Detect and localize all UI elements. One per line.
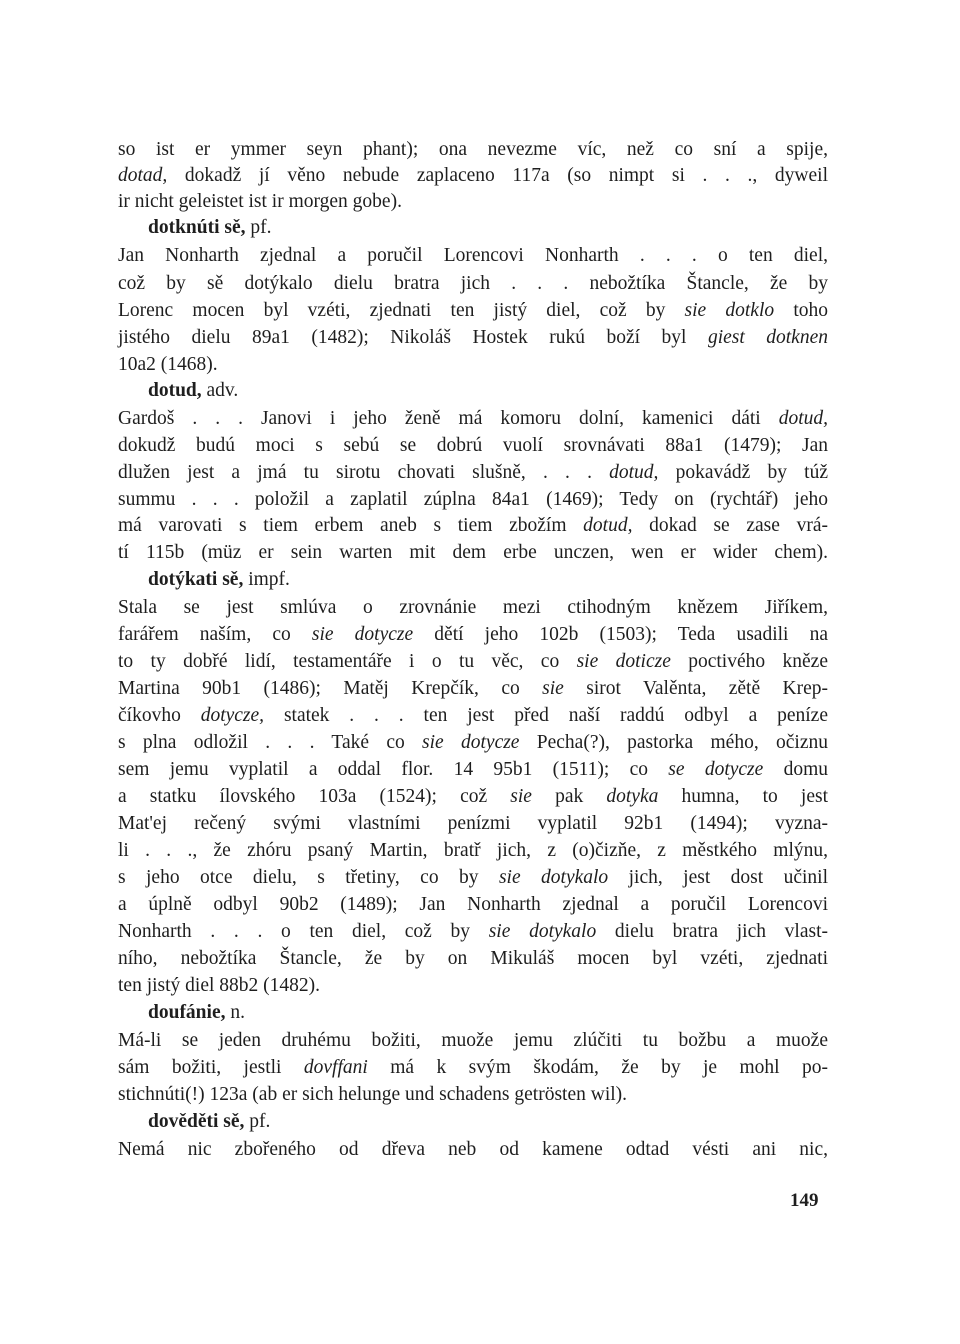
headword: dotud, adv. [148,380,239,401]
text-line: Má-li se jeden druhému božiti, muože jemu zlúčiti tu božbu a muože [118,1030,828,1051]
text-line: ního, nebožtíka Štancle, že by on Mikuláš mocen byl vzéti, zjednati [118,948,828,969]
text-line: Mat'ej rečený svými vlastními penízmi vyplatil 92b1 (1494); vyzna- [118,813,828,834]
text-line: Lorenc mocen byl vzéti, zjednati ten jistý diel, což by sie dotklo toho [118,300,828,321]
text-line: 10a2 (1468). [118,354,218,375]
text-line: Jan Nonharth zjednal a poručil Lorencovi Nonharth . . . o ten diel, [118,245,828,266]
text-line: s jeho otce dielu, s třetiny, co by sie dotykalo jich, jest dost učinil [118,867,829,888]
text-line: to ty dobřé lidí, testamentáře i o tu věc, co sie doticze poctivého kněze [118,651,828,672]
text-line: sám božiti, jestli dovffani má k svým škodám, že by je mohl po- [118,1057,829,1078]
text-line: sem jemu vyplatil a oddal flor. 14 95b1 (1511); co se dotycze domu [118,759,828,780]
text-line: summu . . . položil a zaplatil zúplna 84a1 (1469); Tedy on (rychtář) jeho [118,489,828,510]
text-line: Nemá nic zbořeného od dřeva neb od kamene odtad vésti ani nic, [118,1139,828,1160]
text-line: stichnúti(!) 123a (ab er sich helunge und schadens getrösten wil). [118,1084,628,1105]
text-line: so ist er ymmer seyn phant); ona nevezme víc, než co sní a spije, [118,139,828,160]
text-line: dlužen jest a jmá tu sirotu chovati slušně, . . . dotud, pokavádž by túž [118,462,828,483]
text-line: číkovho dotycze, statek . . . ten jest před naší raddú odbyl a peníze [118,705,828,726]
text-line: a statku ílovského 103a (1524); což sie pak dotyka humna, to jest [118,786,828,807]
text-line: ir nicht geleistet ist ir morgen gobe). [118,191,402,212]
text-line: tí 115b (müz er sein warten mit dem erbe unczen, wen er wider chem). [118,542,828,563]
dictionary-page [118,0,838,1344]
text-line: má varovati s tiem erbem aneb s tiem zbožím dotud, dokad se zase vrá- [118,515,828,536]
page-number: 149 [790,1190,819,1211]
headword: dotknúti sě, pf. [148,217,272,238]
text-line: jistého dielu 89a1 (1482); Nikoláš Hostek rukú boží byl giest dotknen [118,327,828,348]
headword: dotýkati sě, impf. [148,569,290,590]
text-line: ten jistý diel 88b2 (1482). [118,975,321,996]
text-line: Gardoš . . . Janovi i jeho ženě má komoru dolní, kamenici dáti dotud, [118,408,828,429]
text-line: farářem naším, co sie dotycze dětí jeho 102b (1503); Teda usadili na [118,624,828,645]
text-line: Stala se jest smlúva o zrovnánie mezi ctihodným knězem Jiříkem, [118,597,828,618]
text-line: Martina 90b1 (1486); Matěj Krepčík, co sie sirot Valěnta, zětě Krep- [118,678,829,699]
text-line: což by sě dotýkalo dielu bratra jich . . . nebožtíka Štancle, že by [118,273,828,294]
text-line: dotad, dokadž jí věno nebude zaplaceno 117a (so nimpt si . . ., dyweil [118,165,828,186]
headword: doufánie, n. [148,1002,245,1023]
text-line: li . . ., že zhóru psaný Martin, bratř jich, z (o)čizňe, z městkého mlýnu, [118,840,828,861]
text-line: dokudž budú moci s sebú se dobrú vuolí srovnávati 88a1 (1479); Jan [118,435,828,456]
text-line: s plna odložil . . . Také co sie dotycze Pecha(?), pastorka mého, očiznu [118,732,828,753]
text-line: Nonharth . . . o ten diel, což by sie dotykalo dielu bratra jich vlast- [118,921,828,942]
text-line: a úplně odbyl 90b2 (1489); Jan Nonharth zjednal a poručil Lorencovi [118,894,828,915]
headword: dověděti sě, pf. [148,1111,271,1132]
